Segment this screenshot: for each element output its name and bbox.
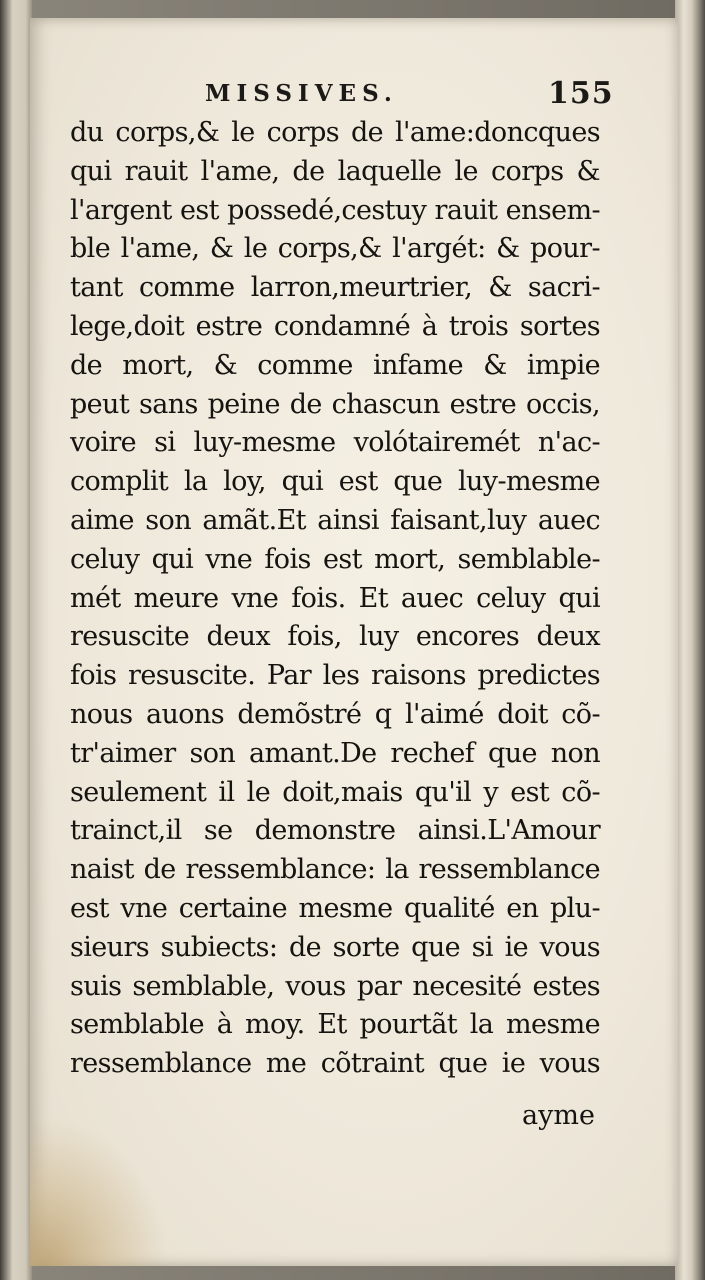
page-block-edge [675,0,705,1280]
text-line: mét meure vne fois. Et auec celuy qui [70,582,600,614]
text-line: l'argent est possedé,cestuy rauit ensem- [70,194,600,226]
text-line: peut sans peine de chascun estre occis, [70,388,600,420]
text-line: sieurs subiects: de sorte que si ie vous [70,931,600,963]
text-line: resuscite deux fois, luy encores deux [70,621,600,653]
text-line: suis semblable, vous par necesité estes [70,970,600,1002]
text-line: complit la loy, qui est que luy-mesme [70,466,600,498]
text-line: voire si luy-mesme volótairemét n'ac- [70,427,600,459]
facing-page-edge [0,0,32,1280]
text-line: ble l'ame, & le corps,& l'argét: & pour- [70,233,600,265]
body-text [70,114,600,1084]
text-line: tant comme larron,meurtrier, & sacri- [70,272,600,304]
running-title: MISSIVES. [205,80,398,107]
text-line: de mort, & comme infame & impie [70,349,600,381]
book-page [30,18,678,1266]
catchword: ayme [522,1100,595,1131]
text-line: du corps,& le corps de l'ame:doncques [70,117,600,148]
text-line: aime son amãt.Et ainsi faisant,luy auec [70,504,600,536]
text-line: trainct,il se demonstre ainsi.L'Amour [70,815,600,847]
text-line: est vne certaine mesme qualité en plu- [70,892,600,924]
page-header [30,76,678,116]
text-line: lege,doit estre condamné à trois sortes [70,310,600,342]
text-line: fois resuscite. Par les raisons predictes [70,660,600,692]
text-line: qui rauit l'ame, de laquelle le corps & [70,155,600,187]
text-line: naist de ressemblance: la ressemblance [70,854,600,886]
text-line: ressemblance me cõtraint que ie vous [70,1048,600,1080]
text-line: nous auons demõstré q l'aimé doit cõ- [70,698,600,730]
water-stain [30,1116,170,1266]
text-line: seulement il le doit,mais qu'il y est cõ- [70,776,600,808]
text-line: tr'aimer son amant.De rechef que non [70,737,600,769]
text-line: celuy qui vne fois est mort, semblable- [70,543,600,575]
page-number: 155 [548,76,614,111]
text-line: semblable à moy. Et pourtãt la mesme [70,1009,600,1041]
